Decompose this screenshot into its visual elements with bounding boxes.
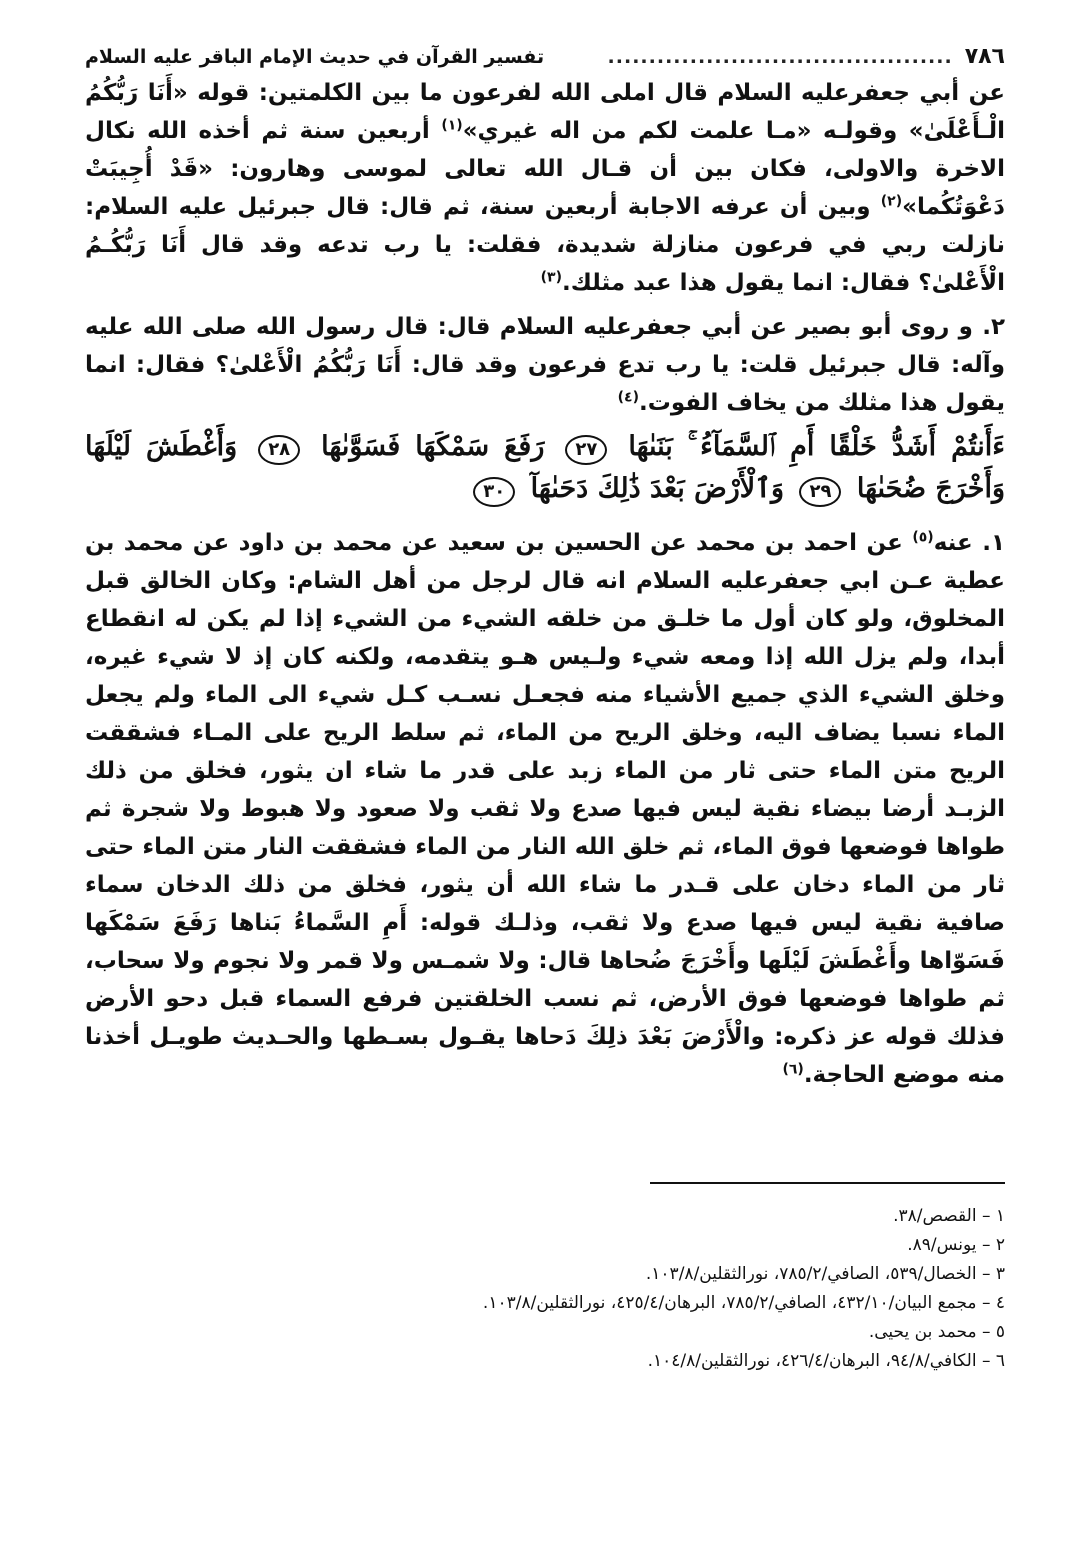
footnote-item: ١ – القصص/٣٨. — [893, 1206, 1005, 1226]
paragraph-3-text-b: عن احمد بن محمد عن الحسين بن سعيد عن محمد بن داود عن محمد بن عطية عـن ابي جعفرعليه السلام انه قال لرجل من أهل الشام: وكان الخالق قبل المخلوق، ولو كان أول ما خلـق من خلقه الشيء من الشيء إذا لم يكن له انقطاع أبدا، ولم يزل الله إذا ومعه شيء ولـيس هـو يتقدمه، ولكنه كان إذ لا شيء غيره، وخلق الشيء الذي جميع الأشياء منه فجعـل نسـب كـل شيء الى الماء ولم يجعل الماء نسبا يضاف اليه، وخلق الريح من الماء، ثم سلط الريح على المـاء فشققت الريح متن الماء حتى ثار من الماء زبد على قدر ما شاء ان يثور، فخلق من ذلك الزبـد أرضا بيضاء نقية ليس فيها صدع ولا ثقب ولا صعود ولا هبوط ولا شجرة ثم طواها فوضعها فوق الماء، ثم خلق الله النار من الماء فشققت النار متن الماء حتى ثار من الماء دخان على قـدر ما شاء الله أن يثور، فخلق من ذلك الدخان سماء صافية نقية ليس فيها صدع ولا ثقب، وذلـك قوله: أَمِ السَّماءُ بَناها رَفَعَ سَمْكَها فَسَوّاها وأَغْطَشَ لَيْلَها وأَخْرَجَ ضُحاها قال: ولا شمـس ولا قمر ولا نجوم ولا سحاب، ثم طواها فوضعها فوق الأرض، ثم نسب الخلقتين فرفع السماء قبل دحو الأرض فذلك قوله عز ذكره: والْأَرْضَ بَعْدَ ذلِكَ دَحاها يقـول بسـطها والحـديث طويـل أخذنا منه موضع الحاجة. — [85, 530, 1005, 1088]
paragraph-1 — [85, 74, 1005, 302]
footnote-item: ٥ – محمد بن يحيى. — [868, 1322, 1005, 1342]
footnote-ref-6[interactable]: (٦) — [782, 1061, 804, 1078]
footnote-item: ٣ – الخصال/٥٣٩، الصافي/٧٨٥/٢، نورالثقلين/١٠٣/٨. — [645, 1264, 1005, 1284]
footnote-ref-2[interactable]: (٢) — [880, 193, 903, 210]
paragraph-2 — [85, 308, 1005, 422]
ayah-28-text: رَفَعَ سَمْكَهَا فَسَوَّىٰهَا — [321, 431, 545, 462]
footnote-ref-1[interactable]: (١) — [441, 117, 463, 134]
footnote-ref-5[interactable]: (٥) — [912, 529, 934, 546]
paragraph-1-text-b: أربعين سنة ثم أخذه الله نكال الاخرة والاولى، فكان بين أن قـال الله تعالى لموسى وهارون: «قَدْ أُجِيبَتْ دَعْوَتُكُما» — [85, 118, 1005, 220]
quran-verses — [85, 426, 1005, 510]
page-number: ٧٨٦ — [964, 44, 1005, 69]
ayah-number-29: ٢٩ — [799, 477, 841, 507]
paragraph-3 — [85, 524, 1005, 1094]
footnote-ref-3[interactable]: (٣) — [540, 269, 562, 286]
paragraph-1-text-c: وبين أن عرفه الاجابة أربعين سنة، ثم قال: قال جبرئيل عليه السلام: نازلت ربي في فرعون منازلة شديدة، فقلت: يا رب تدعه وقد قال أَنَا رَبُّكُـمُ الْأَعْلىٰ؟ فقال: انما يقول هذا عبد مثلك. — [85, 194, 1005, 296]
ayah-number-28: ٢٨ — [258, 435, 300, 465]
footnote-item: ٢ – يونس/٨٩. — [907, 1235, 1005, 1255]
ayah-number-30: ٣٠ — [473, 477, 515, 507]
paragraph-3-text-a: ١. عنه — [933, 530, 1006, 556]
footnote-ref-4[interactable]: (٤) — [617, 389, 639, 406]
header-title: تفسير القرآن في حديث الإمام الباقر عليه السلام — [85, 46, 545, 68]
running-header — [85, 40, 1005, 74]
footnote-divider — [650, 1182, 1005, 1184]
ayah-30-text: وَٱلْأَرْضَ بَعْدَ ذَٰلِكَ دَحَىٰهَآ — [530, 473, 785, 504]
header-leader-dots: .......................................... — [607, 46, 953, 68]
book-page — [85, 40, 1005, 1520]
ayah-29-text: وَأَغْطَشَ لَيْلَهَا وَأَخْرَجَ ضُحَىٰهَا — [85, 431, 1005, 504]
ayah-27-text: ءَأَنتُمْ أَشَدُّ خَلْقًا أَمِ ٱلسَّمَآءُ ۚ بَنَىٰهَا — [628, 431, 1005, 462]
footnotes-list — [85, 1202, 1005, 1376]
footnote-item: ٦ – الكافي/٩٤/٨، البرهان/٤٢٦/٤، نورالثقلين/١٠٤/٨. — [647, 1351, 1005, 1371]
paragraph-1-text-a: عن أبي جعفرعليه السلام قال املى الله لفرعون ما بين الكلمتين: قوله «أَنَا رَبُّكُمُ الْـأَعْلَىٰ» وقولـه «مـا علمت لكم من اله غيري» — [85, 80, 1006, 144]
ayah-number-27: ٢٧ — [565, 435, 607, 465]
paragraph-2-text: ٢. و روى أبو بصير عن أبي جعفرعليه السلام قال: قال رسول الله صلى الله عليه وآله: قال جبرئيل قلت: يا رب تدع فرعون وقد قال: أَنَا رَبُّكُمُ الْأَعْلىٰ؟ فقال: انما يقول هذا مثلك من يخاف الفوت. — [85, 314, 1005, 416]
footnote-item: ٤ – مجمع البيان/٤٣٢/١٠، الصافي/٧٨٥/٢، البرهان/٤٢٥/٤، نورالثقلين/١٠٣/٨. — [482, 1293, 1005, 1313]
